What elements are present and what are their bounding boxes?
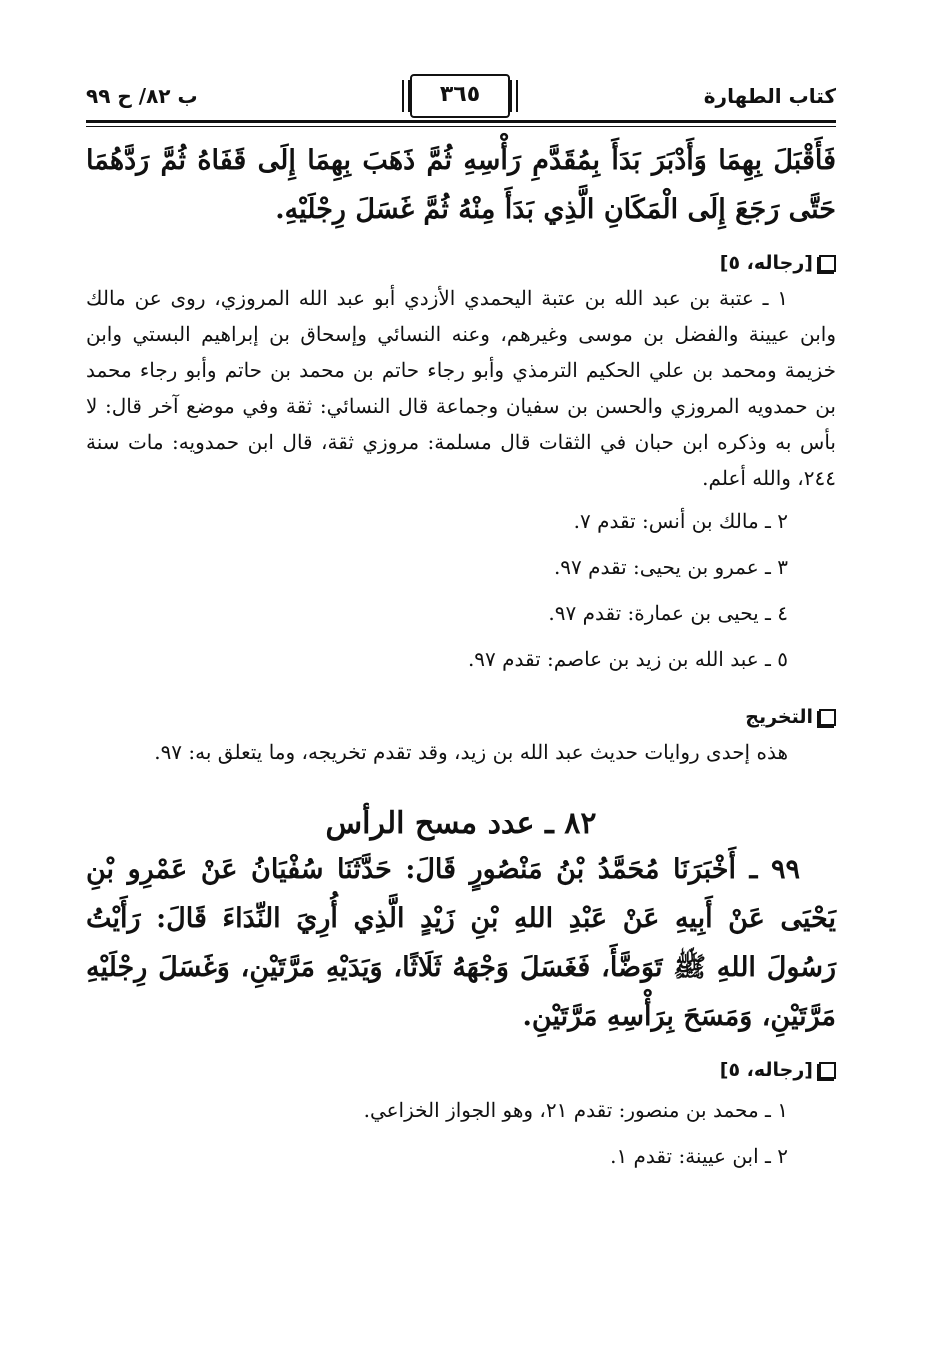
list-item: ٤ ـ يحيى بن عمارة: تقدم ٩٧.	[548, 601, 788, 625]
page-content	[86, 136, 836, 1179]
hadith-continuation: فَأَقْبَلَ بِهِمَا وَأَدْبَرَ بَدَأَ بِمُقَدَّمِ رَأْسِهِ ثُمَّ ذَهَبَ بِهِمَا إِلَى قَفَاهُ ثُمَّ رَدَّهُمَا حَتَّى رَجَعَ إِلَى الْمَكَانِ الَّذِي بَدَأَ مِنْهُ ثُمَّ غَسَلَ رِجْلَيْهِ.	[86, 145, 836, 225]
chapter-reference: ب ٨٢/ ح ٩٩	[86, 84, 198, 108]
narrator-entry-1-text: ١ ـ عتبة بن عبد الله بن عتبة اليحمدي الأزدي أبو عبد الله المروزي، روى عن مالك وابن عيينة والفضل بن موسى وغيرهم، وعنه النسائي وإسحاق بن إبراهيم البستي وابن خزيمة ومحمد بن علي الحكيم الترمذي وأبو رجاء حاتم بن محمد بن حاتم وأبو رجاء محمد بن حمدويه المروزي والحسن بن سفيان وجماعة قال النسائي: ثقة وفي موضع آخر قال: لا بأس به وذكره ابن حبان في الثقات قال مسلمة: مروزي ثقة، قال ابن حمدويه: مات سنة ٢٤٤، والله أعلم.	[86, 286, 836, 490]
takhrij-heading	[86, 706, 836, 728]
chapter-title: ٨٢ ـ عدد مسح الرأس	[325, 806, 597, 841]
takhrij-heading-label: التخريج	[745, 706, 813, 728]
takhrij-text	[86, 734, 836, 770]
square-bullet-icon	[819, 709, 836, 726]
list-item: ٢ ـ مالك بن أنس: تقدم ٧.	[573, 509, 788, 533]
hadith-99: ٩٩ ـ أَخْبَرَنَا مُحَمَّدُ بْنُ مَنْصُورٍ قَالَ: حَدَّثَنَا سُفْيَانُ عَنْ عَمْرِو بْنِ يَحْيَى عَنْ أَبِيهِ عَنْ عَبْدِ اللهِ بْنِ زَيْدٍ الَّذِي أُرِيَ النِّدَاءَ قَالَ: رَأَيْتُ رَسُولَ اللهِ ﷺ تَوَضَّأَ، فَغَسَلَ وَجْهَهُ ثَلَاثًا، وَيَدَيْهِ مَرَّتَيْنِ، وَغَسَلَ رِجْلَيْهِ مَرَّتَيْنِ، وَمَسَحَ بِرَأْسِهِ مَرَّتَيْنِ.	[86, 854, 836, 1032]
narrator-list-1	[86, 498, 836, 682]
narrator-list-2	[86, 1087, 836, 1179]
narrators-heading-1-label: [رجاله، ٥]	[719, 252, 813, 274]
list-item: ٣ ـ عمرو بن يحيى: تقدم ٩٧.	[553, 555, 788, 579]
square-bullet-icon	[819, 1062, 836, 1079]
narrators-heading-2-label: [رجاله، ٥]	[719, 1059, 813, 1081]
header-rule-thin	[86, 126, 836, 127]
header-rule-thick	[86, 120, 836, 123]
narrators-heading-2	[86, 1059, 836, 1081]
list-item: ١ ـ محمد بن منصور: تقدم ٢١، وهو الجواز الخزاعي.	[363, 1098, 788, 1122]
square-bullet-icon	[819, 255, 836, 272]
book-title: كتاب الطهارة	[703, 84, 836, 108]
page-number: ٣٦٥	[410, 74, 510, 118]
list-item: ٢ ـ ابن عيينة: تقدم ١.	[610, 1144, 788, 1168]
takhrij-paragraph: هذه إحدى روايات حديث عبد الله بن زيد، وقد تقدم تخريجه، وما يتعلق به: ٩٧.	[154, 740, 788, 764]
page-header	[86, 74, 836, 118]
narrator-entry-1	[86, 280, 836, 496]
list-item: ٥ ـ عبد الله بن زيد بن عاصم: تقدم ٩٧.	[467, 647, 788, 671]
narrators-heading-1	[86, 252, 836, 274]
